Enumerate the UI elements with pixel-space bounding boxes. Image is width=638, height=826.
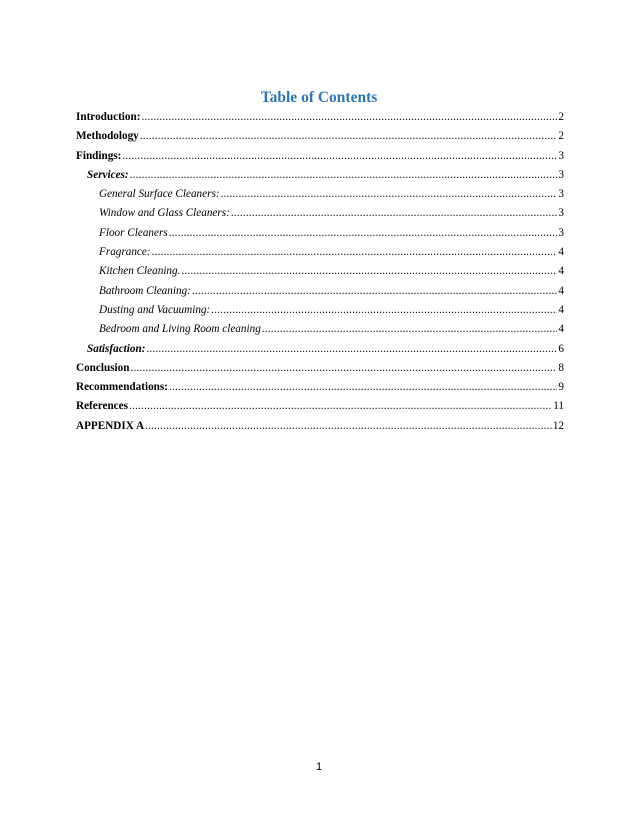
toc-entry-label: Satisfaction: [87, 342, 146, 355]
toc-entry-page: 3 [558, 207, 564, 220]
toc-entry-general-surface-cleaners[interactable] [76, 185, 564, 204]
toc-dot-leader [145, 417, 552, 436]
toc-entry-label: Findings: [76, 149, 122, 162]
toc-dot-leader [129, 397, 552, 416]
toc-entry-page: 4 [558, 323, 564, 336]
toc-entry-label: Fragrance: [99, 246, 151, 259]
toc-entry-label: Introduction: [76, 111, 141, 123]
toc-dot-leader [140, 127, 558, 146]
toc-dot-leader [192, 282, 558, 301]
toc-dot-leader [141, 108, 557, 127]
toc-dot-leader [181, 262, 557, 281]
toc-entry-recommendations[interactable] [76, 378, 564, 397]
toc-entry-page: 8 [558, 361, 564, 374]
toc-dot-leader [169, 224, 558, 243]
toc-entry-introduction[interactable] [76, 108, 564, 127]
toc-entry-floor-cleaners[interactable] [76, 224, 564, 243]
toc-entry-label: Recommendations: [76, 381, 168, 394]
toc-dot-leader [130, 359, 557, 378]
toc-entry-label: References [76, 400, 128, 413]
toc-entry-page: 3 [558, 168, 564, 181]
toc-title: Table of Contents [260, 89, 378, 106]
toc-entry-label: Floor Cleaners [99, 226, 168, 239]
toc-entry-conclusion[interactable] [76, 359, 564, 378]
toc-entry-dusting-vacuuming[interactable] [76, 301, 564, 320]
toc-entry-fragrance[interactable] [76, 243, 564, 262]
toc-dot-leader [146, 340, 557, 359]
toc-entry-label: Bathroom Cleaning: [99, 284, 191, 297]
toc-dot-leader [122, 147, 557, 166]
toc-entry-services[interactable] [76, 166, 564, 185]
toc-dot-leader [221, 185, 558, 204]
toc-entry-label: Methodology [76, 130, 139, 143]
table-of-contents [76, 108, 564, 436]
toc-entry-references[interactable] [76, 397, 564, 416]
toc-entry-satisfaction[interactable] [76, 340, 564, 359]
toc-entry-page: 2 [558, 130, 564, 143]
toc-entry-page: 12 [552, 419, 564, 432]
toc-entry-page: 6 [558, 342, 564, 355]
toc-entry-page: 3 [558, 226, 564, 239]
toc-entry-label: Services: [87, 168, 129, 181]
toc-entry-label: Bedroom and Living Room cleaning [99, 323, 261, 336]
toc-entry-page: 4 [558, 284, 564, 297]
toc-entry-page: 4 [558, 265, 564, 278]
toc-entry-page: 3 [558, 188, 564, 201]
toc-entry-label: Dusting and Vacuuming: [99, 303, 211, 316]
toc-entry-findings[interactable] [76, 147, 564, 166]
toc-dot-leader [169, 378, 557, 397]
toc-entry-page: 4 [558, 303, 564, 316]
toc-entry-methodology[interactable] [76, 127, 564, 146]
toc-entry-page: 4 [558, 246, 564, 259]
toc-entry-page: 3 [558, 149, 564, 162]
toc-entry-label: APPENDIX A [76, 419, 145, 432]
toc-dot-leader [211, 301, 557, 320]
toc-dot-leader [130, 166, 558, 185]
toc-entry-page: 2 [558, 111, 564, 123]
toc-entry-bathroom-cleaning[interactable] [76, 282, 564, 301]
toc-entry-kitchen-cleaning[interactable] [76, 262, 564, 281]
toc-entry-appendix-a[interactable] [76, 417, 564, 436]
toc-entry-label: Window and Glass Cleaners: [99, 207, 230, 220]
toc-entry-page: 9 [558, 381, 564, 394]
toc-entry-label: General Surface Cleaners: [99, 188, 220, 201]
toc-entry-page: 11 [553, 400, 564, 413]
toc-dot-leader [231, 204, 558, 223]
toc-dot-leader [262, 320, 558, 339]
toc-entry-label: Kitchen Cleaning. [99, 265, 181, 278]
toc-entry-bedroom-living-room[interactable] [76, 320, 564, 339]
toc-entry-label: Conclusion [76, 361, 130, 374]
toc-entry-window-glass-cleaners[interactable] [76, 204, 564, 223]
page-number: 1 [315, 761, 323, 773]
toc-dot-leader [152, 243, 558, 262]
